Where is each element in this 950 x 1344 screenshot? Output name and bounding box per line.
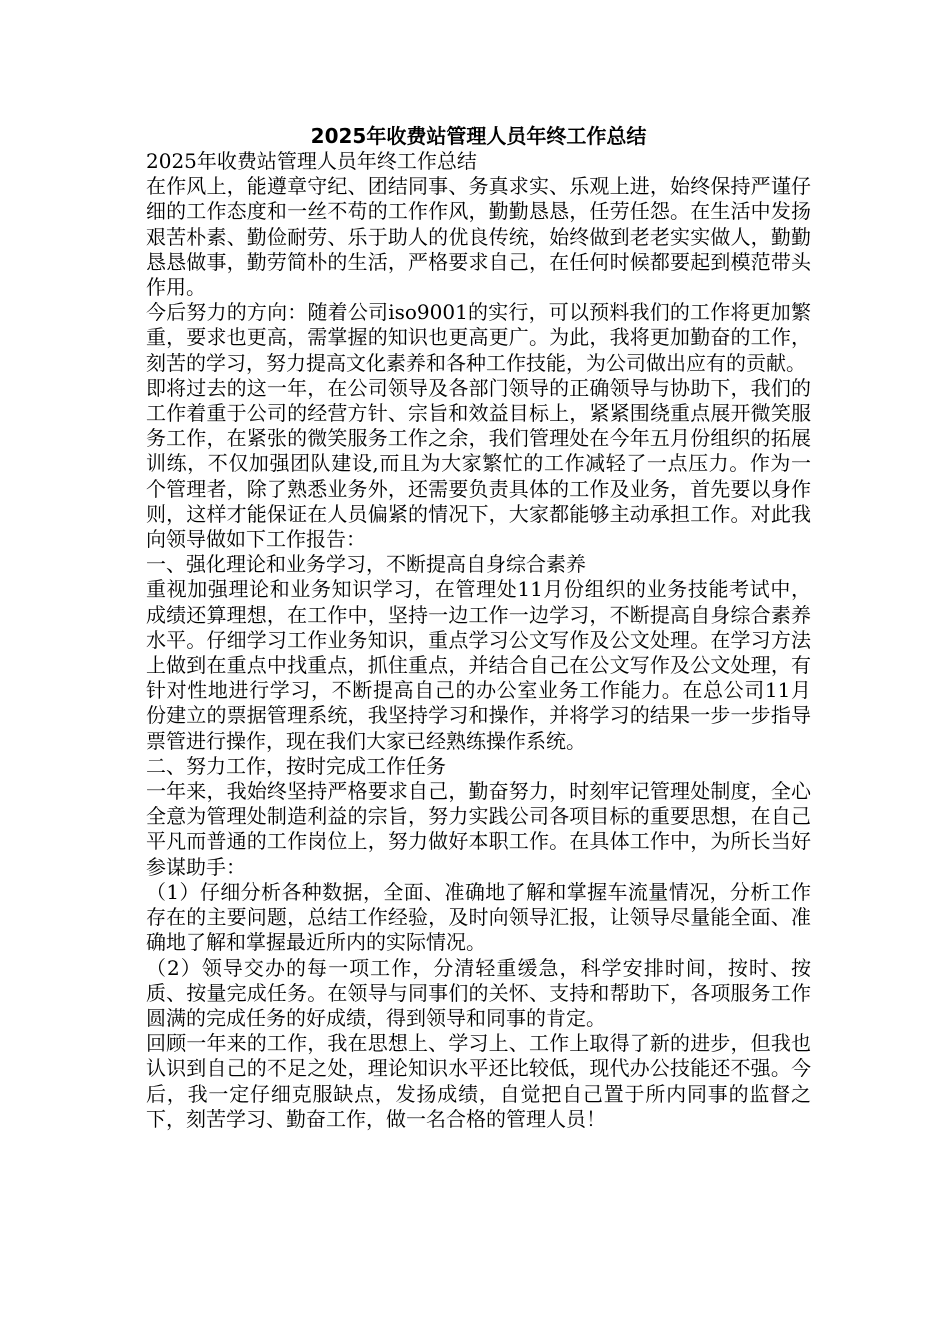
- document-title: 2025年收费站管理人员年终工作总结: [310, 124, 647, 148]
- paragraph-work-style: 在作风上，能遵章守纪、团结同事、务真求实、乐观上进，始终保持严谨仔细的工作态度和一丝不苟的工作作风，勤勤恳恳，任劳任怨。在生活中发扬艰苦朴素、勤俭耐劳、乐于助人的优良传统，始终做到老老实实做人，勤勤恳恳做事，勤劳简朴的生活，严格要求自己，在任何时候都要起到模范带头作用。: [146, 174, 811, 300]
- paragraph-work: 一年来，我始终坚持严格要求自己，勤奋努力，时刻牢记管理处制度，全心全意为管理处制造利益的宗旨，努力实践公司各项目标的重要思想，在自己平凡而普通的工作岗位上，努力做好本职工作。在具体工作中，为所长当好参谋助手：: [146, 779, 811, 879]
- paragraph-year-review: 即将过去的这一年，在公司领导及各部门领导的正确领导与协助下，我们的工作着重于公司的经营方针、宗旨和效益目标上，紧紧围绕重点展开微笑服务工作，在紧张的微笑服务工作之余，我们管理处在今年五月份组织的拓展训练，不仅加强团队建设,而且为大家繁忙的工作减轻了一点压力。作为一个管理者，除了熟悉业务外，还需要负责具体的工作及业务，首先要以身作则，这样才能保证在人员偏紧的情况下，大家都能够主动承担工作。对此我向领导做如下工作报告：: [146, 375, 811, 552]
- paragraph-subtitle: 2025年收费站管理人员年终工作总结: [146, 149, 477, 173]
- paragraph-future-direction: 今后努力的方向：随着公司iso9001的实行，可以预料我们的工作将更加繁重，要求也更高，需掌握的知识也更高更广。为此，我将更加勤奋的工作，刻苦的学习，努力提高文化素养和各种工作技能，为公司做出应有的贡献。: [146, 300, 811, 375]
- document-body: [146, 124, 811, 1132]
- paragraph-item-1: （1）仔细分析各种数据，全面、准确地了解和掌握车流量情况，分析工作存在的主要问题，总结工作经验，及时向领导汇报，让领导尽量能全面、准确地了解和掌握最近所内的实际情况。: [146, 879, 811, 955]
- section-heading-2: 二、努力工作，按时完成工作任务: [146, 753, 446, 778]
- section-heading-1: 一、强化理论和业务学习，不断提高自身综合素养: [146, 552, 586, 577]
- paragraph-conclusion: 回顾一年来的工作，我在思想上、学习上、工作上取得了新的进步，但我也认识到自己的不足之处，理论知识水平还比较低，现代办公技能还不强。今后，我一定仔细克服缺点，发扬成绩，自觉把自己置于所内同事的监督之下，刻苦学习、勤奋工作，做一名合格的管理人员！: [146, 1031, 811, 1131]
- paragraph-item-2: （2）领导交办的每一项工作，分清轻重缓急，科学安排时间，按时、按质、按量完成任务。在领导与同事们的关怀、支持和帮助下，各项服务工作圆满的完成任务的好成绩，得到领导和同事的肯定。: [146, 955, 811, 1030]
- paragraph-study: 重视加强理论和业务知识学习，在管理处11月份组织的业务技能考试中，成绩还算理想，在工作中，坚持一边工作一边学习，不断提高自身综合素养水平。仔细学习工作业务知识，重点学习公文写作及公文处理。在学习方法上做到在重点中找重点，抓住重点，并结合自己在公文写作及公文处理，有针对性地进行学习，不断提高自己的办公室业务工作能力。在总公司11月份建立的票据管理系统，我坚持学习和操作，并将学习的结果一步一步指导票管进行操作，现在我们大家已经熟练操作系统。: [146, 577, 811, 753]
